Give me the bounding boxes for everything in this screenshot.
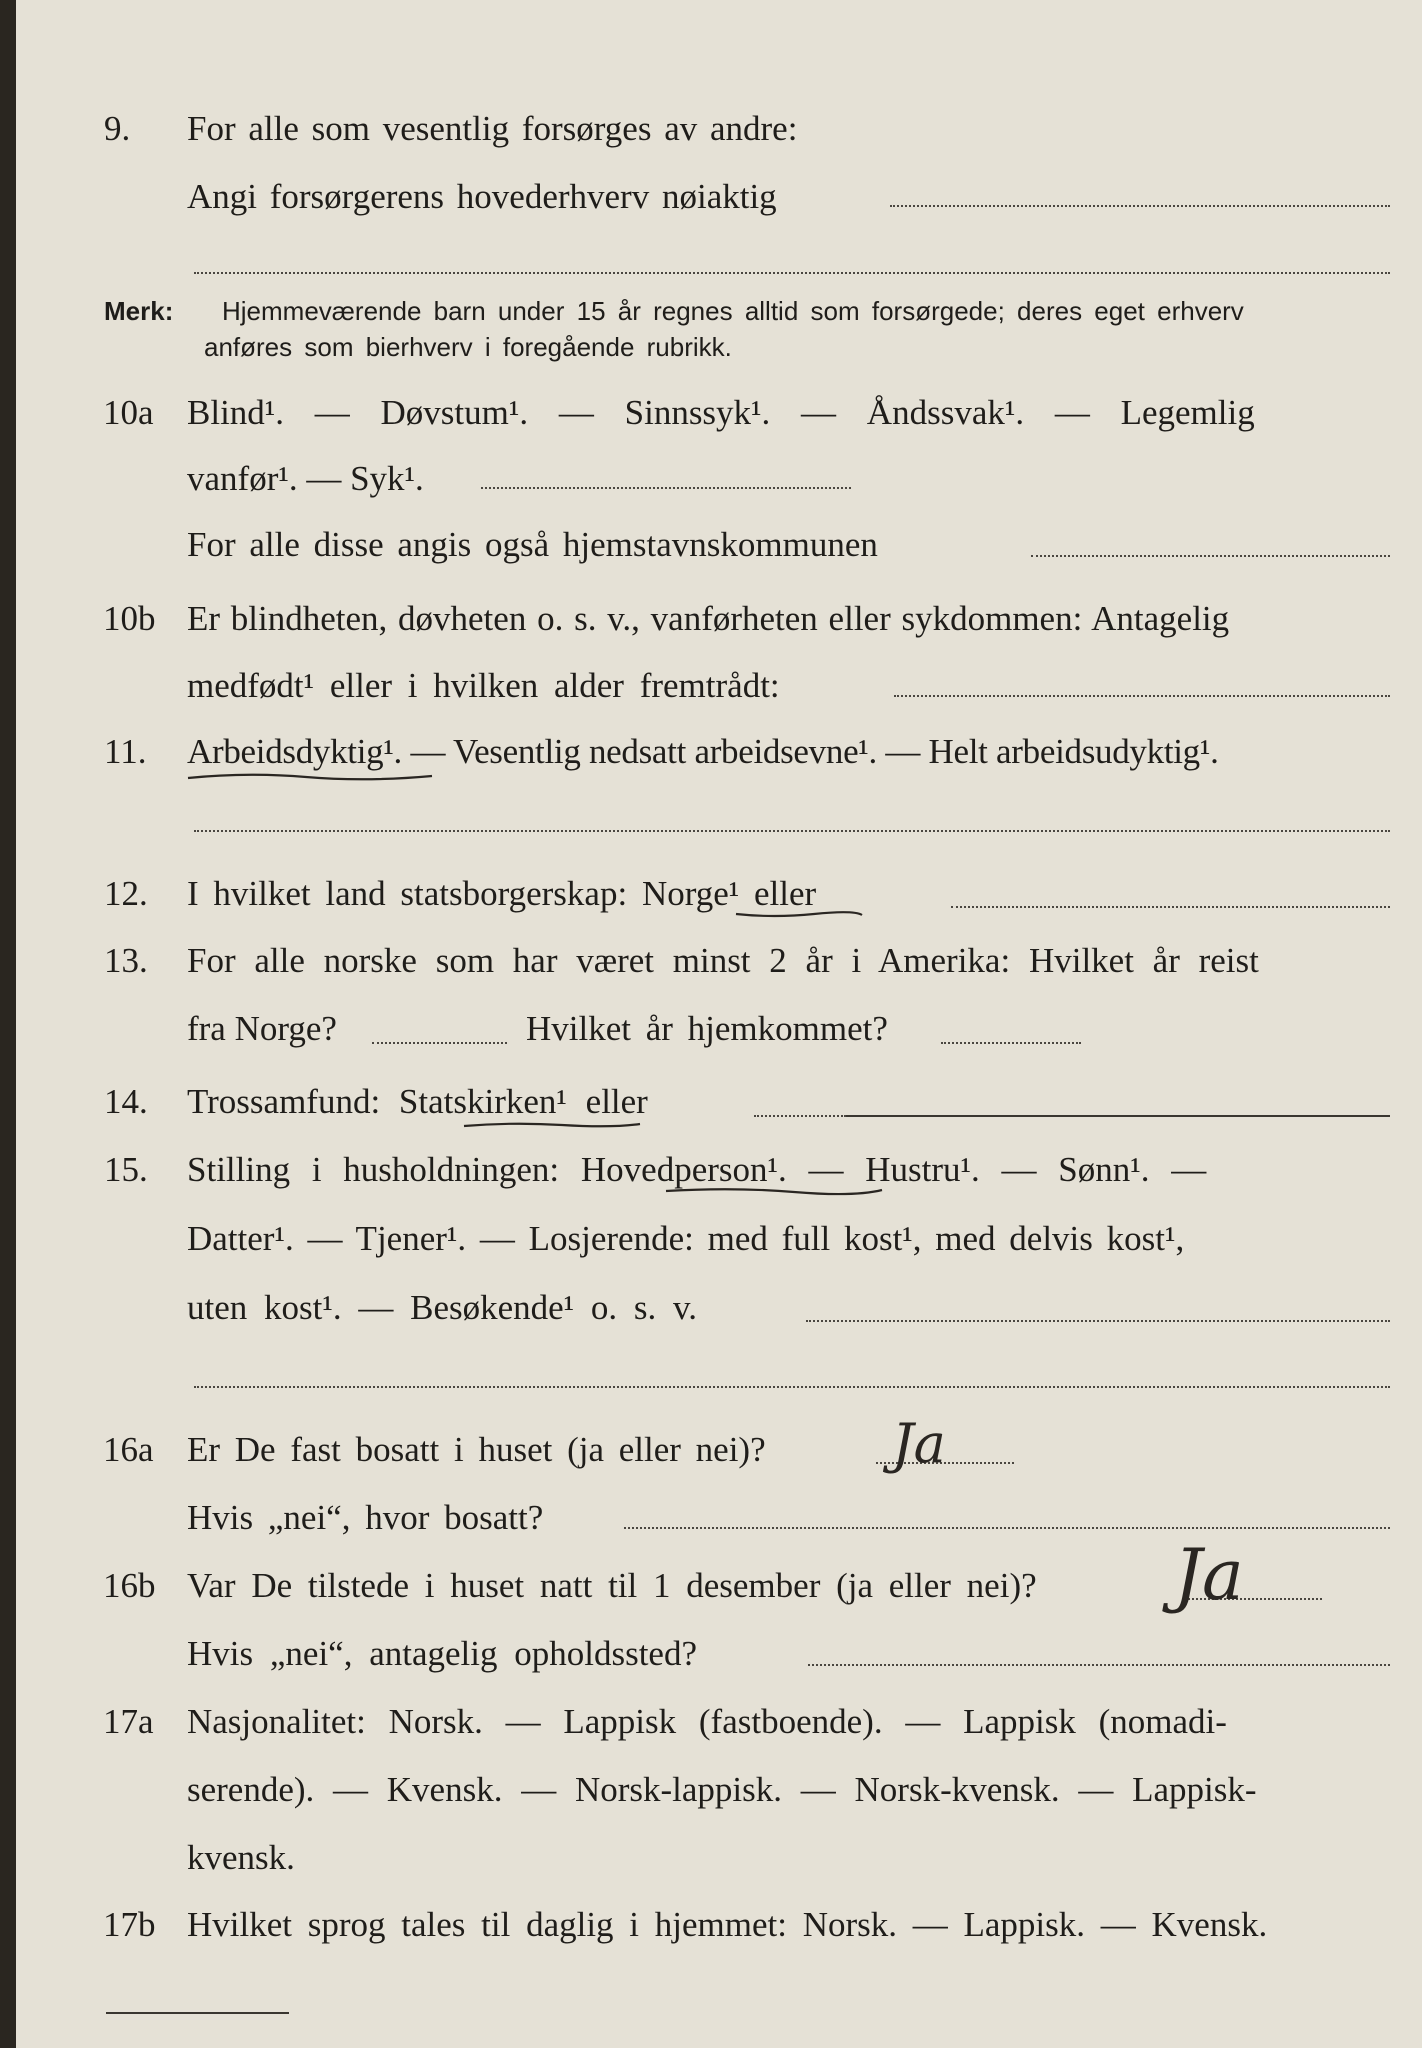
q16b-text-line2: Hvis „nei“, antagelig opholdssted? (187, 1634, 697, 1673)
q10a-text-line1: Blind¹. — Døvstum¹. — Sinnssyk¹. — Åndssvak¹. — Legemlig (187, 393, 1255, 432)
q15-row-2 (16, 1207, 1422, 1271)
q16b-text-line1: Var De tilstede i huset natt til 1 desember (ja eller nei)? (187, 1566, 1037, 1605)
q12-handwritten-underline (734, 908, 864, 922)
q10a-row-3 (16, 513, 1422, 577)
form-page (16, 0, 1422, 2048)
q15-number: 15. (104, 1150, 148, 1189)
q9-text-line1: For alle som vesentlig forsørges av andre: (187, 109, 798, 148)
q10a-answer-line[interactable] (481, 487, 851, 489)
q10b-row-2 (16, 654, 1422, 718)
q16b-location-line[interactable] (808, 1664, 1390, 1666)
q9-row-2 (16, 165, 1422, 229)
q16b-number: 16b (103, 1566, 156, 1605)
q15-text-line1: Stilling i husholdningen: Hovedperson¹. — Hustru¹. — Sønn¹. — (187, 1150, 1207, 1189)
q10b-answer-line[interactable] (894, 695, 1390, 697)
q15-answer-line[interactable] (806, 1320, 1390, 1322)
q16a-number: 16a (103, 1430, 154, 1469)
q16a-text-line1: Er De fast bosatt i huset (ja eller nei)? (187, 1430, 766, 1469)
q11-handwritten-underline (186, 770, 436, 784)
q13-row-2 (16, 997, 1422, 1061)
q9-row (16, 97, 1422, 161)
q17a-number: 17a (103, 1702, 154, 1741)
q17b-text-line1: Hvilket sprog tales til daglig i hjemmet: Norsk. — Lappisk. — Kvensk. (187, 1905, 1268, 1944)
q17a-row-2 (16, 1758, 1422, 1822)
q16b-handwritten-answer: Ja (1174, 1534, 1244, 1616)
q11-answer-line[interactable] (194, 830, 1390, 832)
footnote-rule (106, 2012, 289, 2014)
q14-number: 14. (104, 1082, 148, 1121)
q10a-row-2 (16, 447, 1422, 511)
q13-number: 13. (104, 941, 148, 980)
q15-handwritten-underline (664, 1184, 884, 1198)
q13-text-line2a: fra Norge? (187, 1009, 337, 1048)
q12-row (16, 862, 1422, 926)
q14-row (16, 1070, 1422, 1134)
merk-text-line2: anføres som bierhverv i foregående rubrikk. (204, 332, 732, 362)
q13-row (16, 929, 1422, 993)
q16a-row (16, 1418, 1422, 1482)
q17a-row (16, 1690, 1422, 1754)
q12-number: 12. (104, 874, 148, 913)
q12-answer-line[interactable] (951, 906, 1390, 908)
q16a-handwritten-answer: Ja (892, 1412, 946, 1475)
q9-text-line2: Angi forsørgerens hovederhverv nøiaktig (187, 177, 777, 216)
q17a-text-line2: serende). — Kvensk. — Norsk-lappisk. — Norsk-kvensk. — Lappisk- (187, 1770, 1257, 1809)
q10b-number: 10b (103, 599, 156, 638)
q16b-row-2 (16, 1622, 1422, 1686)
q17b-row (16, 1893, 1422, 1957)
q10b-row (16, 587, 1422, 651)
q15-answer-line-2[interactable] (194, 1386, 1390, 1388)
merk-text-line1: Hjemmeværende barn under 15 år regnes alltid som forsørgede; deres eget erhverv (222, 296, 1244, 326)
q10a-text-line3: For alle disse angis også hjemstavnskommunen (187, 525, 878, 564)
q15-text-line3: uten kost¹. — Besøkende¹ o. s. v. (187, 1288, 698, 1327)
q11-number: 11. (104, 732, 147, 771)
q14-answer-rule (846, 1115, 1390, 1117)
q13-departure-line[interactable] (372, 1042, 507, 1044)
q11-text-line1: Arbeidsdyktig¹. — Vesentlig nedsatt arbeidsevne¹. — Helt arbeidsudyktig¹. (187, 732, 1219, 771)
q13-text-line1: For alle norske som har været minst 2 år i Amerika: Hvilket år reist (187, 941, 1259, 980)
q14-text-line1: Trossamfund: Statskirken¹ eller (187, 1082, 648, 1121)
q17b-number: 17b (103, 1905, 156, 1944)
q15-row-3 (16, 1276, 1422, 1340)
merk-label: Merk: (104, 296, 174, 326)
q17a-row-3 (16, 1826, 1422, 1890)
q12-text-line1: I hvilket land statsborgerskap: Norge¹ eller (187, 874, 817, 913)
q14-answer-line[interactable] (754, 1115, 846, 1117)
q10a-hometown-line[interactable] (1031, 555, 1390, 557)
q16a-residence-line[interactable] (624, 1527, 1390, 1529)
q15-text-line2: Datter¹. — Tjener¹. — Losjerende: med full kost¹, med delvis kost¹, (187, 1219, 1185, 1258)
q17a-text-line3: kvensk. (187, 1838, 295, 1877)
q17a-text-line1: Nasjonalitet: Norsk. — Lappisk (fastboende). — Lappisk (nomadi- (187, 1702, 1227, 1741)
q9-number: 9. (104, 109, 131, 148)
q9-answer-line[interactable] (890, 205, 1390, 207)
q10b-text-line2: medfødt¹ eller i hvilken alder fremtrådt: (187, 666, 780, 705)
q9-answer-line-2[interactable] (194, 272, 1390, 274)
q13-return-line[interactable] (941, 1042, 1081, 1044)
q16a-text-line2: Hvis „nei“, hvor bosatt? (187, 1498, 544, 1537)
q10a-text-line2: vanfør¹. — Syk¹. (187, 459, 424, 498)
q10a-number: 10a (103, 393, 154, 432)
q10b-text-line1: Er blindheten, døvheten o. s. v., vanførheten eller sykdommen: Antagelig (187, 599, 1230, 638)
q14-handwritten-underline (462, 1118, 642, 1132)
q10a-row (16, 381, 1422, 445)
q13-text-line2b: Hvilket år hjemkommet? (526, 1009, 888, 1048)
